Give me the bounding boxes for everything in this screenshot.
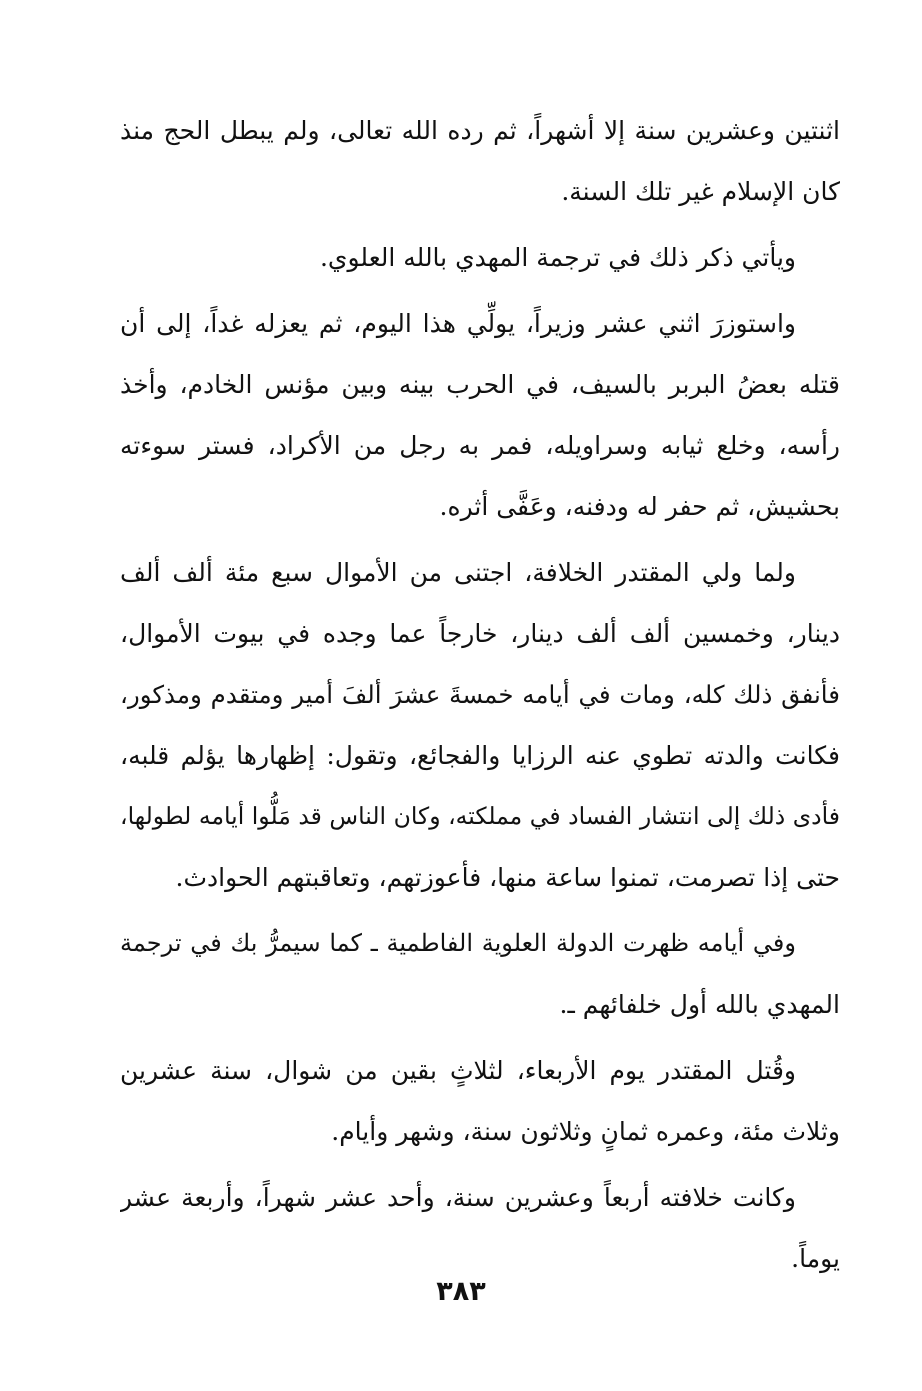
text-line: وقُتل المقتدر يوم الأربعاء، لثلاثٍ بقين من شوال، سنة عشرين <box>120 1056 796 1085</box>
text-line: رأسه، وخلع ثيابه وسراويله، فمر به رجل من الأكراد، فستر سوءته <box>120 431 840 460</box>
text-line: وكانت خلافته أربعاً وعشرين سنة، وأحد عشر شهراً، وأربعة عشر <box>120 1183 796 1212</box>
text-line: كان الإسلام غير تلك السنة. <box>561 177 840 206</box>
page-number: ٣٨٣ <box>436 1276 486 1307</box>
text-line: وثلاث مئة، وعمره ثمانٍ وثلاثون سنة، وشهر وأيام. <box>331 1117 840 1146</box>
text-line: بحشيش، ثم حفر له ودفنه، وعَفَّى أثره. <box>439 492 840 521</box>
text-line: ولما ولي المقتدر الخلافة، اجتنى من الأموال سبع مئة ألف ألف <box>120 558 796 587</box>
text-line: وفي أيامه ظهرت الدولة العلوية الفاطمية ـ كما سيمرُّ بك في ترجمة <box>120 929 796 957</box>
text-line: واستوزرَ اثني عشر وزيراً، يولِّي هذا اليوم، ثم يعزله غداً، إلى أن <box>120 309 796 338</box>
text-line: فكانت والدته تطوي عنه الرزايا والفجائع، وتقول: إظهارها يؤلم قلبه، <box>120 741 840 770</box>
text-line: ويأتي ذكر ذلك في ترجمة المهدي بالله العلوي. <box>319 243 796 272</box>
page-body <box>120 100 840 1289</box>
text-line: فأدى ذلك إلى انتشار الفساد في مملكته، وكان الناس قد مَلُّوا أيامه لطولها، <box>120 802 840 830</box>
text-line: قتله بعضُ البربر بالسيف، في الحرب بينه وبين مؤنس الخادم، وأخذ <box>120 370 840 399</box>
text-line: اثنتين وعشرين سنة إلا أشهراً، ثم رده الله تعالى، ولم يبطل الحج منذ <box>120 116 840 145</box>
text-line: يوماً. <box>791 1244 840 1273</box>
text-line: حتى إذا تصرمت، تمنوا ساعة منها، فأعوزتهم، وتعاقبتهم الحوادث. <box>175 863 840 892</box>
text-line: المهدي بالله أول خلفائهم ـ. <box>559 990 840 1019</box>
text-line: فأنفق ذلك كله، ومات في أيامه خمسةَ عشرَ ألفَ أمير ومتقدم ومذكور، <box>120 680 840 709</box>
text-line: دينار، وخمسين ألف ألف دينار، خارجاً عما وجده في بيوت الأموال، <box>120 619 840 648</box>
